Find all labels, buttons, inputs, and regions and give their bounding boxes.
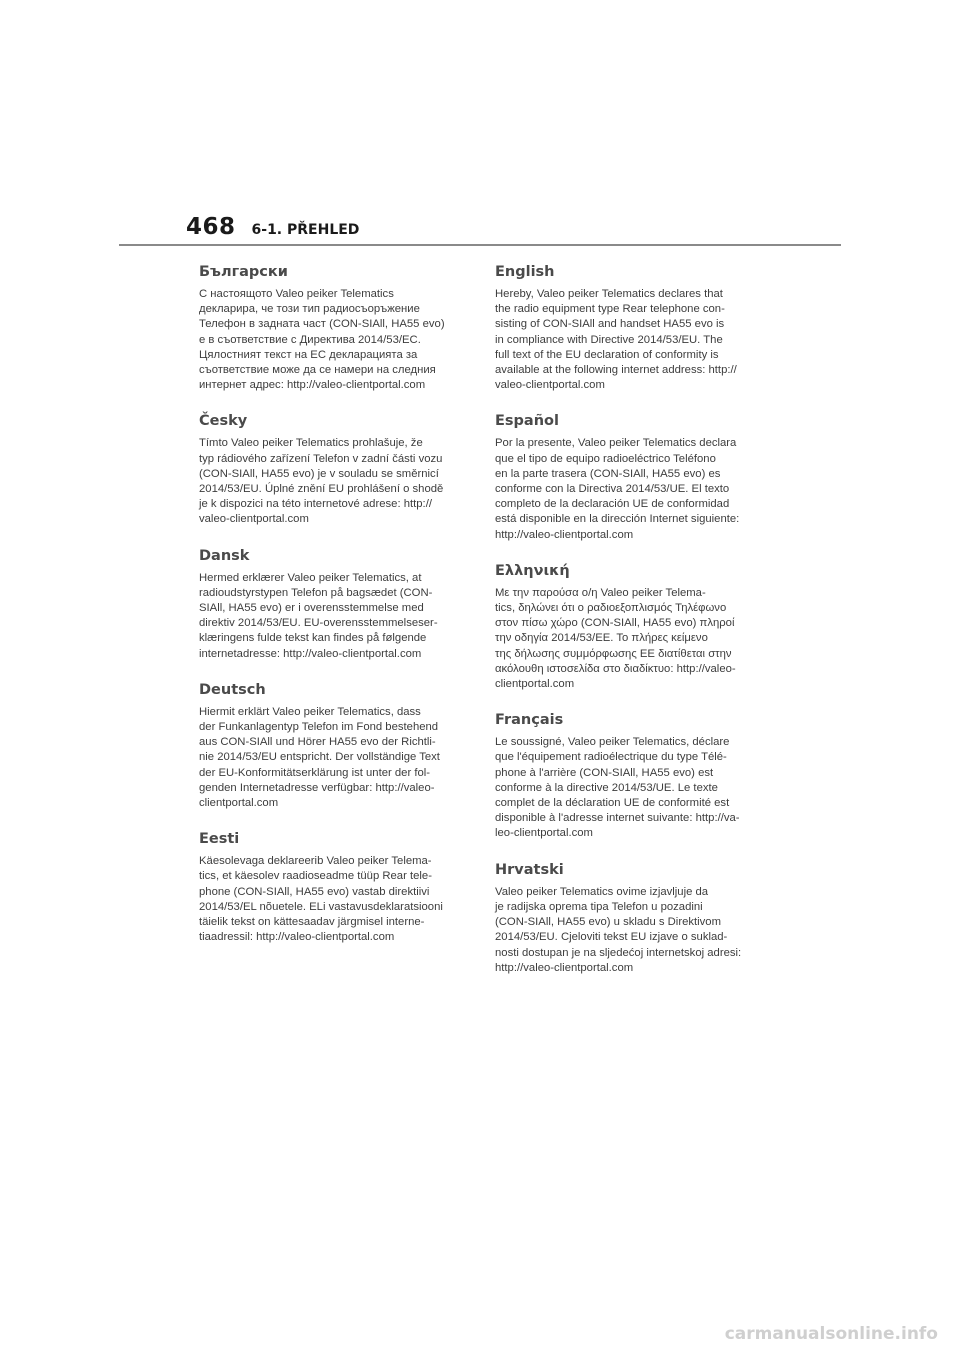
section-body: Hermed erklærer Valeo peiker Telematics, at radioudstyrstypen Telefon på bagsædet (CON- SIAll, HA55 evo) er i overensstemmelse med direktiv 2014/53/EU. EU-overensstemmelseser- klæringens fulde tekst kan findes på følgende internetadresse: http://valeo-clientportal.com [199, 571, 438, 660]
section-danish [199, 547, 451, 662]
section-spanish [495, 412, 747, 542]
section-heading: Hrvatski [495, 861, 564, 878]
section-estonian [199, 830, 451, 945]
section-body: Hiermit erklärt Valeo peiker Telematics, dass der Funkanlagentyp Telefon im Fond bestehend aus CON-SIAll und Hörer HA55 evo der Richtli- nie 2014/53/EU entspricht. Der vollständige Text der EU-Konformitätserklärung ist unter der fol- genden Internetadresse verfügbar: http://valeo- clientportal.com [199, 705, 440, 810]
right-column [495, 263, 747, 995]
section-bulgarian [199, 263, 451, 393]
section-heading: Ελληνική [495, 562, 570, 579]
page-header [186, 214, 359, 244]
section-body: Με την παρούσα ο/η Valeo peiker Telema- tics, δηλώνει ότι ο ραδιοεξοπλισμός Τηλέφωνο στον πίσω χώρο (CON-SIAll, HA55 evo) πληροί την οδηγία 2014/53/ΕΕ. Το πλήρες κείμενο της δήλωσης συμμόρφωσης ΕΕ διατίθεται στην ακόλουθη ιστοσελίδα στο διαδίκτυο: http://valeo- clientportal.com [495, 586, 736, 691]
chapter-title: 6-1. PŘEHLED [251, 222, 360, 238]
section-croatian [495, 861, 747, 976]
section-heading: English [495, 264, 555, 280]
section-heading: Dansk [199, 547, 250, 564]
section-heading: Eesti [199, 831, 240, 848]
section-czech [199, 412, 451, 527]
section-body: Valeo peiker Telematics ovime izjavljuje da je radijska oprema tipa Telefon u pozadini (CON-SIAll, HA55 evo) u skladu s Direktivom 2014/53/EU. Cjeloviti tekst EU izjave o suklad- nosti dostupan je na sljedećoj internetskoj adresi: http://valeo-clientportal.com [495, 885, 742, 974]
section-heading: Français [495, 712, 564, 729]
section-body: Por la presente, Valeo peiker Telematics declara que el tipo de equipo radioeléctrico Teléfono en la parte trasera (CON-SIAll, HA55 evo) es conforme con la Directiva 2014/53/UE. El texto completo de la declaración UE de conformidad está disponible en la dirección Internet siguiente: http://valeo-clientportal.com [495, 437, 740, 541]
section-body: С настоящото Valeo peiker Telematics декларира, че този тип радиосъоръжение Телефон в задната част (CON-SIAll, HA55 evo) е в съответствие с Директива 2014/53/ЕС. Цялостният текст на ЕС декларацията за съответствие може да се намери на следния интернет адрес: http://valeo-clientportal.com [199, 288, 445, 392]
section-heading: Български [199, 264, 288, 280]
section-body: Le soussigné, Valeo peiker Telematics, déclare que l'équipement radioélectrique du type Télé- phone à l'arrière (CON-SIAll, HA55 evo) est conforme à la directive 2014/53/UE. Le texte complet de la déclaration UE de conformité est disponible à l'adresse internet suivante: http://va- leo-clientportal.com [495, 736, 740, 840]
section-german [199, 681, 451, 811]
section-english [495, 263, 747, 393]
left-column [199, 263, 451, 965]
section-body: Käesolevaga deklareerib Valeo peiker Telema- tics, et käesolev raadioseadme tüüp Rear tele- phone (CON-SIAll, HA55 evo) vastab direktiivi 2014/53/EL nõuetele. ELi vastavusdeklaratsiooni täielik tekst on kättesaadav järgmisel interne- tiaadressil: http://valeo-clientportal.com [199, 855, 443, 944]
section-body: Tímto Valeo peiker Telematics prohlašuje, že typ rádiového zařízení Telefon v zadní části vozu (CON-SIAll, HA55 evo) je v souladu se směrnicí 2014/53/EU. Úplné znění EU prohlášení o shodě je k dispozici na této internetové adrese: http:// valeo-clientportal.com [199, 437, 444, 526]
watermark: carmanualsonline.info [724, 1324, 938, 1344]
section-body: Hereby, Valeo peiker Telematics declares that the radio equipment type Rear telephone con- sisting of CON-SIAll and handset HA55 evo is in compliance with Directive 2014/53/EU. The full text of the EU declaration of conformity is available at the following internet address: http:// valeo-clientportal.com [495, 288, 737, 392]
section-heading: Deutsch [199, 681, 266, 698]
section-greek [495, 562, 747, 692]
section-heading: Česky [199, 413, 248, 430]
section-french [495, 711, 747, 841]
page-number: 468 [186, 214, 236, 240]
header-divider [119, 244, 841, 246]
section-heading: Español [495, 413, 559, 430]
